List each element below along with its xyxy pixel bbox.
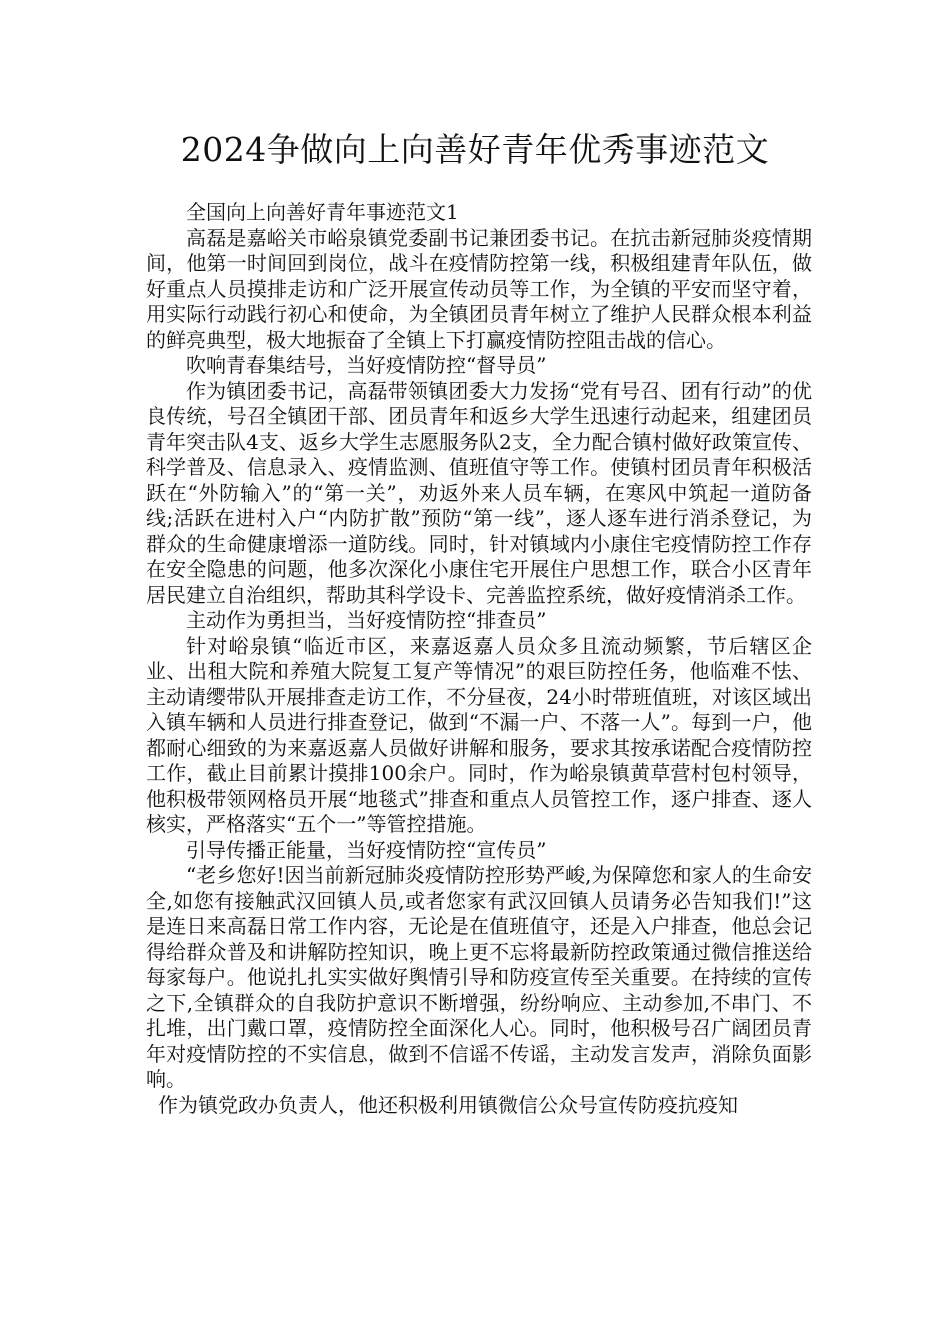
paragraph-publicist: “老乡您好!因当前新冠肺炎疫情防控形势严峻,为保障您和家人的生命安全,如您有接触武汉回镇人员,或者您家有武汉回镇人员请务必告知我们!”这是连日来高磊日常工作内容，无论是在值班值守，还是入户排查，他总会记得给群众普及和讲解防控知识，晚上更不忘将最新防控政策通过微信推送给每家每户。他说扎扎实实做好舆情引导和防疫宣传至关重要。在持续的宣传之下,全镇群众的自我防护意识不断增强，纷纷响应、主动参加,不串门、不扎堆，出门戴口罩，疫情防控全面深化人心。同时，他积极号召广阔团员青年对疫情防控的不实信息，做到不信谣不传谣，主动发言发声，消除负面影响。	[146, 863, 812, 1091]
section-heading-inspector: 主动作为勇担当，当好疫情防控“排查员”	[186, 608, 547, 632]
paragraph-intro: 高磊是嘉峪关市峪泉镇党委副书记兼团委书记。在抗击新冠肺炎疫情期间，他第一时间回到岗位，战斗在疫情防控第一线，积极组建青年队伍，做好重点人员摸排走访和广泛开展宣传动员等工作，为全镇的平安而坚守着，用实际行动践行初心和使命，为全镇团员青年树立了维护人民群众根本利益的鲜亮典型，极大地振奋了全镇上下打赢疫情防控阻击战的信心。	[146, 225, 812, 352]
document-body	[146, 200, 812, 1118]
section-heading-publicist: 引导传播正能量，当好疫情防控“宣传员”	[186, 837, 547, 862]
paragraph-continued: 作为镇党政办负责人，他还积极利用镇微信公众号宣传防疫抗疫知	[158, 1092, 738, 1117]
paragraph-inspector: 针对峪泉镇“临近市区，来嘉返嘉人员众多且流动频繁，节后辖区企业、出租大院和养殖大院复工复产等情况”的艰巨防控任务，他临难不怯、主动请缨带队开展排查走访工作，不分昼夜，24小时带班值班，对该区域出入镇车辆和人员进行排查登记，做到“不漏一户、不落一人”。每到一户，他都耐心细致的为来嘉返嘉人员做好讲解和服务，要求其按承诺配合疫情防控工作，截止目前累计摸排100余户。同时，作为峪泉镇黄草营村包村领导，他积极带领网格员开展“地毯式”排查和重点人员管控工作，逐户排查、逐人核实，严格落实“五个一”等管控措施。	[146, 633, 812, 836]
document-title: 2024争做向上向善好青年优秀事迹范文	[180, 130, 770, 169]
paragraph-heading-1: 全国向上向善好青年事迹范文1	[186, 200, 459, 224]
section-heading-supervisor: 吹响青春集结号，当好疫情防控“督导员”	[186, 353, 547, 377]
paragraph-supervisor: 作为镇团委书记，高磊带领镇团委大力发扬“党有号召、团有行动”的优良传统，号召全镇团干部、团员青年和返乡大学生迅速行动起来，组建团员青年突击队4支、返乡大学生志愿服务队2支，全力配合镇村做好政策宣传、科学普及、信息录入、疫情监测、值班值守等工作。使镇村团员青年积极活跃在“外防输入”的“第一关”，劝返外来人员车辆，在寒风中筑起一道防备线;活跃在进村入户“内防扩散”预防“第一线”，逐人逐车进行消杀登记，为群众的生命健康增添一道防线。同时，针对镇域内小康住宅疫情防控工作存在安全隐患的问题，他多次深化小康住宅开展住户思想工作，联合小区青年居民建立自治组织，帮助其科学设卡、完善监控系统，做好疫情消杀工作。	[146, 378, 812, 607]
